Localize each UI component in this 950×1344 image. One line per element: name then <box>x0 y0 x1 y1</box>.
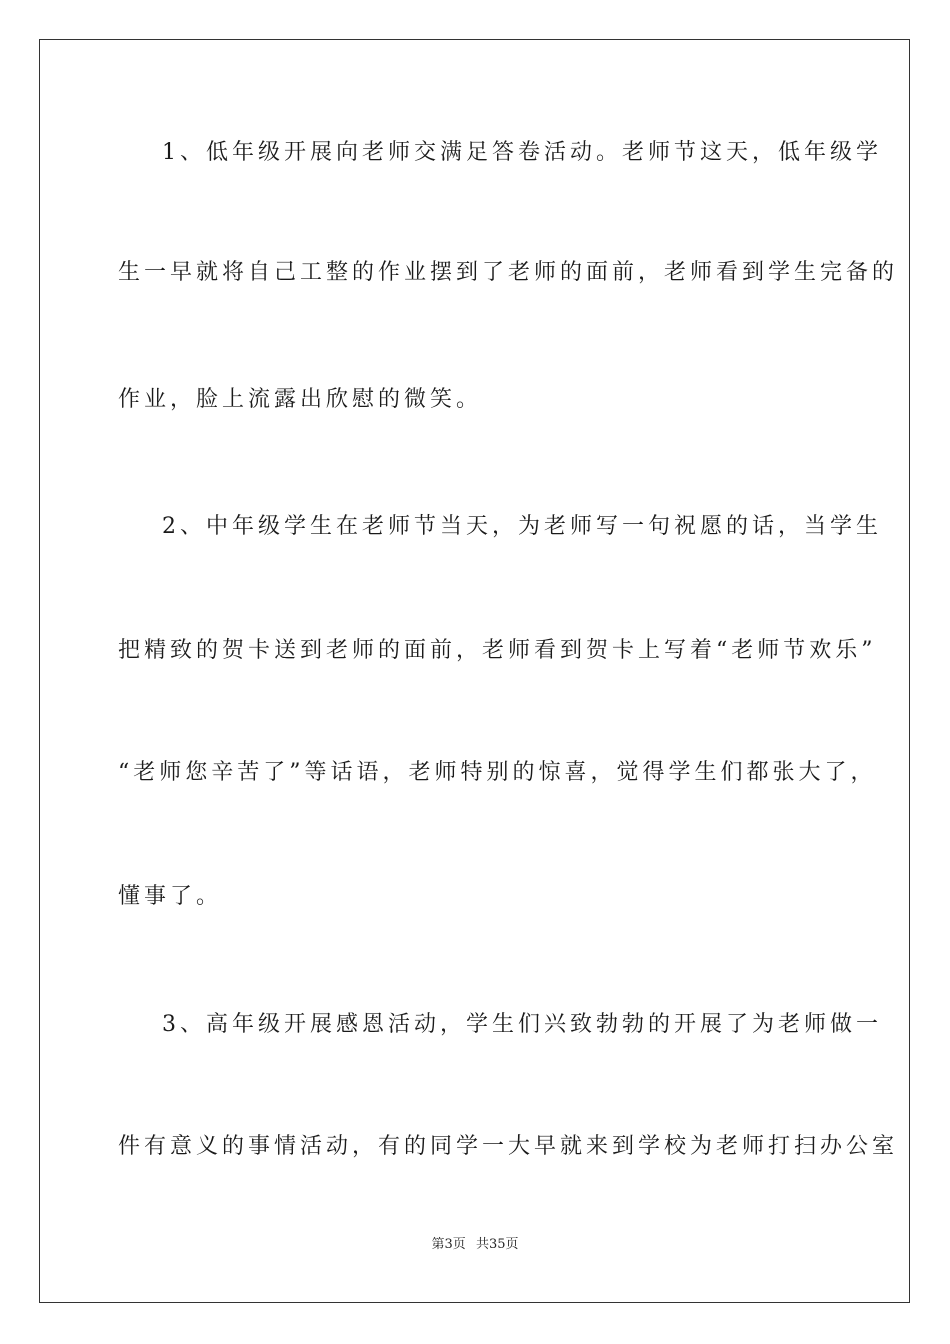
paragraph-2-line-3: “老师您辛苦了”等话语，老师特别的惊喜，觉得学生们都张大了， <box>118 760 877 785</box>
paragraph-3-line-2: 件有意义的事情活动，有的同学一大早就来到学校为老师打扫办公室 <box>118 1134 899 1159</box>
page-frame <box>39 39 910 1303</box>
paragraph-1-line-1: 1、低年级开展向老师交满足答卷活动。老师节这天，低年级学 <box>162 140 882 165</box>
paragraph-2-line-4: 懂事了。 <box>118 884 223 909</box>
page-number: 第3页 <box>431 1237 466 1252</box>
paragraph-2-line-2: 把精致的贺卡送到老师的面前，老师看到贺卡上写着“老师节欢乐” <box>118 638 877 663</box>
paragraph-1-line-2: 生一早就将自己工整的作业摆到了老师的面前，老师看到学生完备的 <box>118 260 899 285</box>
page-total: 共35页 <box>475 1237 519 1252</box>
paragraph-3-line-1: 3、高年级开展感恩活动，学生们兴致勃勃的开展了为老师做一 <box>162 1012 882 1037</box>
paragraph-2-line-1: 2、中年级学生在老师节当天，为老师写一句祝愿的话，当学生 <box>162 514 882 539</box>
page-footer <box>0 1236 950 1254</box>
paragraph-1-line-3: 作业，脸上流露出欣慰的微笑。 <box>118 387 483 412</box>
